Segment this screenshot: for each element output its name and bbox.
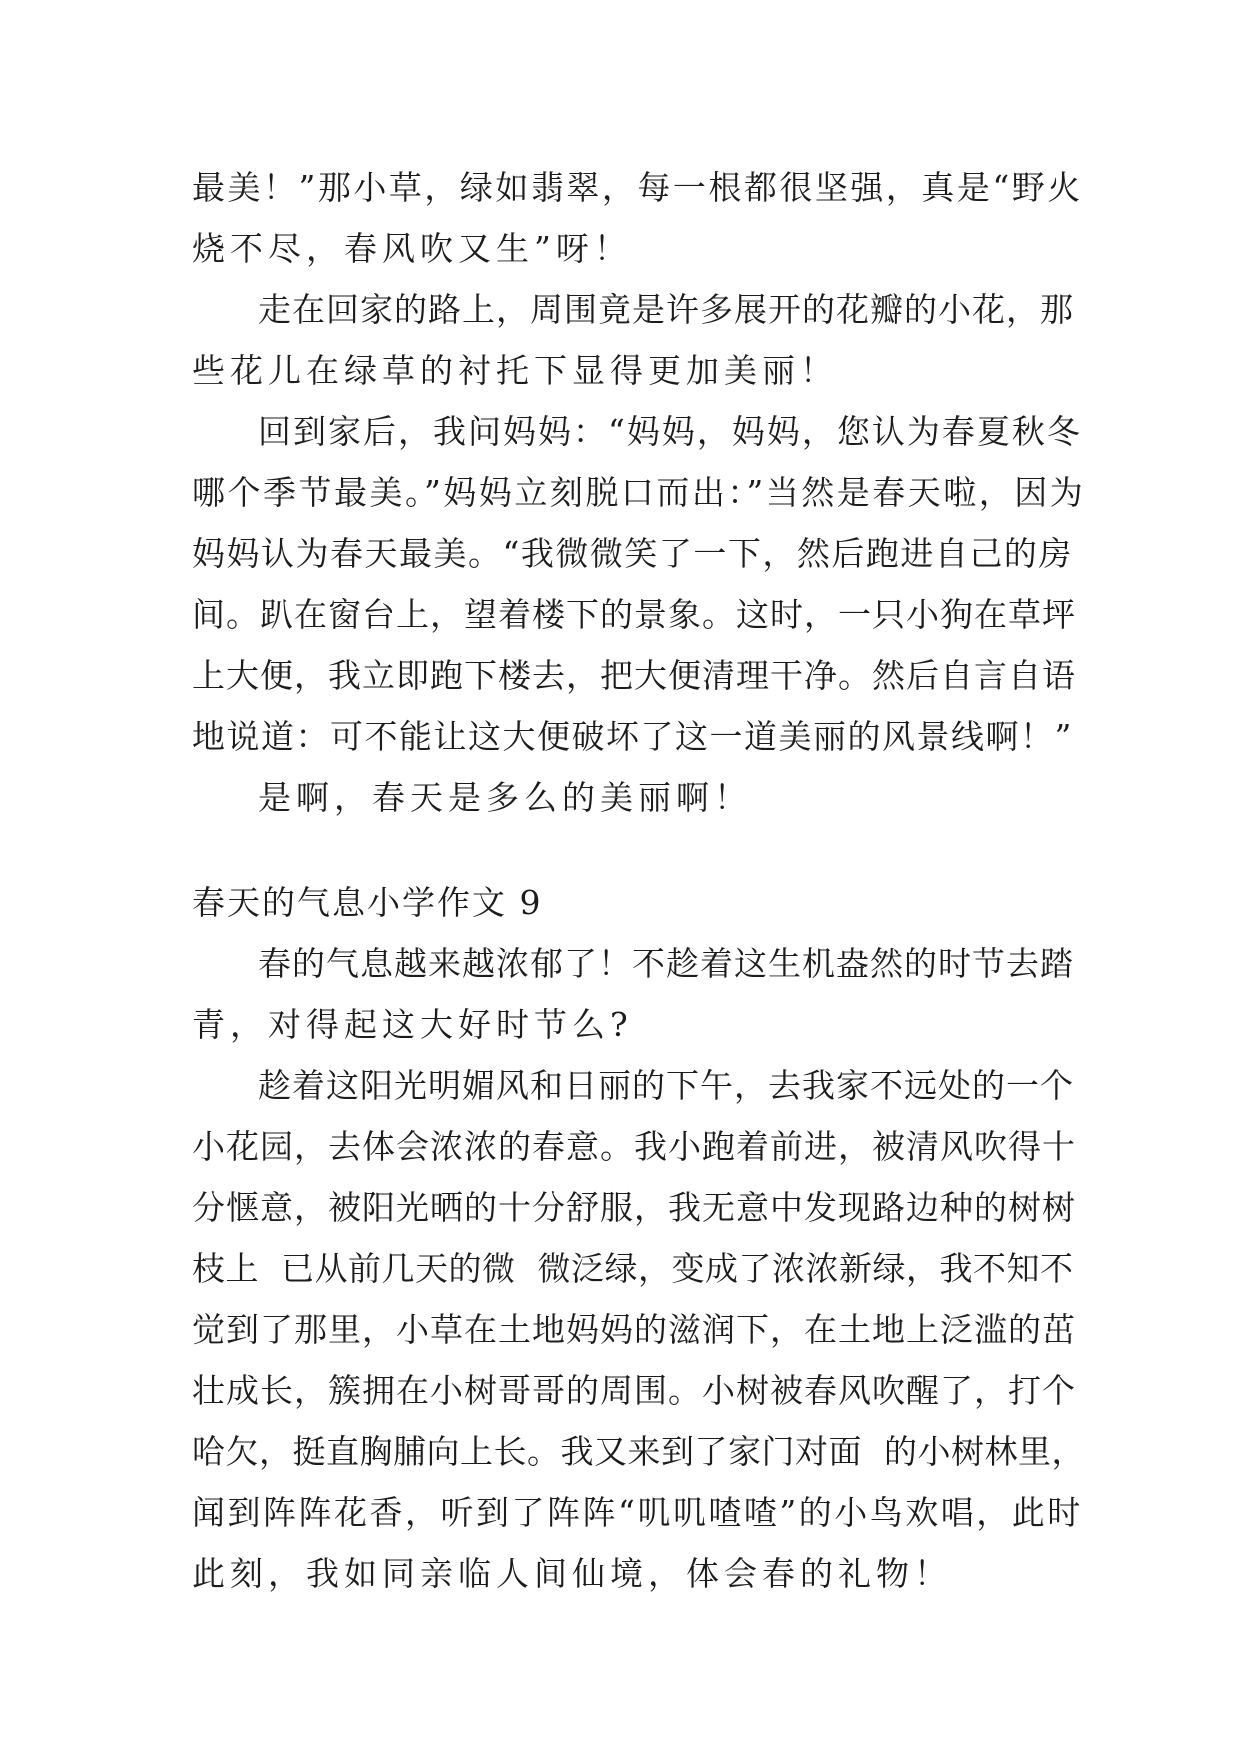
text-line: 哈欠，挺直胸脯向上长。我又来到了家门对面 的小树林里， bbox=[192, 1432, 1085, 1471]
text-line: 走在回家的路上，周围竟是许多展开的花瓣的小花，那 bbox=[258, 290, 1074, 329]
text-line: 妈妈认为春天最美。“我微微笑了一下，然后跑进自己的房 bbox=[192, 534, 1073, 573]
text-line: 春的气息越来越浓郁了！不趁着这生机盎然的时节去踏 bbox=[258, 944, 1074, 983]
text-line: 分惬意，被阳光晒的十分舒服，我无意中发现路边种的树树 bbox=[192, 1188, 1076, 1227]
text-line: 地说道：可不能让这大便破坏了这一道美丽的风景线啊！” bbox=[192, 717, 1073, 756]
text-line: 哪个季节最美。”妈妈立刻脱口而出：”当然是春天啦，因为 bbox=[192, 473, 1086, 512]
text-line: 间。趴在窗台上，望着楼下的景象。这时，一只小狗在草坪 bbox=[192, 595, 1076, 634]
text-line: 觉到了那里，小草在土地妈妈的滋润下，在土地上泛滥的茁 bbox=[192, 1310, 1076, 1349]
text-line: 小花园，去体会浓浓的春意。我小跑着前进，被清风吹得十 bbox=[192, 1127, 1076, 1166]
text-line: 回到家后，我问妈妈：“妈妈，妈妈，您认为春夏秋冬 bbox=[258, 412, 1082, 451]
text-line: 此刻，我如同亲临人间仙境，体会春的礼物！ bbox=[192, 1554, 952, 1593]
text-line: 上大便，我立即跑下楼去，把大便清理干净。然后自言自语 bbox=[192, 656, 1076, 695]
text-line: 最美！”那小草，绿如翡翠，每一根都很坚强，真是“野火 bbox=[192, 168, 1083, 207]
text-line: 壮成长，簇拥在小树哥哥的周围。小树被春风吹醒了，打个 bbox=[192, 1371, 1076, 1410]
text-line: 趁着这阳光明媚风和日丽的下午，去我家不远处的一个 bbox=[258, 1066, 1074, 1105]
text-line: 烧不尽，春风吹又生”呀！ bbox=[192, 229, 632, 268]
section-heading: 春天的气息小学作文 9 bbox=[192, 883, 543, 922]
text-line: 是啊，春天是多么的美丽啊！ bbox=[258, 778, 752, 817]
text-line: 青，对得起这大好时节么? bbox=[192, 1005, 633, 1044]
text-line: 枝上 已从前几天的微 微泛绿，变成了浓浓新绿，我不知不 bbox=[192, 1249, 1074, 1288]
text-line: 闻到阵阵花香，听到了阵阵“叽叽喳喳”的小鸟欢唱，此时 bbox=[192, 1493, 1083, 1532]
text-line: 些花儿在绿草的衬托下显得更加美丽！ bbox=[192, 351, 838, 390]
